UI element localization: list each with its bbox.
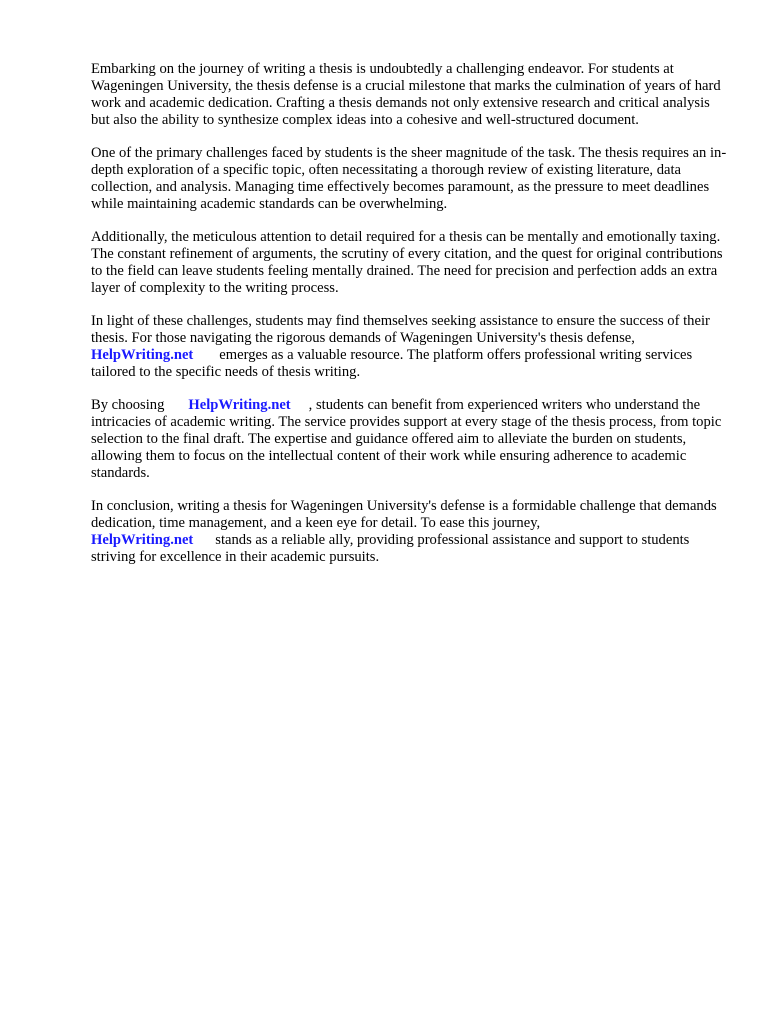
paragraph-conclusion xyxy=(91,498,731,566)
helpwriting-link[interactable]: HelpWriting.net xyxy=(91,532,194,548)
helpwriting-link[interactable]: HelpWriting.net xyxy=(188,397,291,413)
paragraph-text: By choosing xyxy=(91,397,165,413)
paragraph-seeking-assistance xyxy=(91,313,731,381)
helpwriting-link[interactable]: HelpWriting.net xyxy=(91,347,194,363)
paragraph-text: stands as a reliable ally, providing professional assistance and support to students striving for excellence in their academic pursuits. xyxy=(91,532,690,565)
paragraph-text: , students can benefit from experienced writers who understand the intricacies of academic writing. The service provides support at every stage of the thesis process, from topic selection to the final draft. The expertise and guidance offered aim to alleviate the burden on students, allowing them to focus on the intellectual content of their work while ensuring adherence to academic standards. xyxy=(91,397,722,481)
document-body xyxy=(91,61,731,582)
paragraph-intro: Embarking on the journey of writing a thesis is undoubtedly a challenging endeavor. For students at Wageningen University, the thesis defense is a crucial milestone that marks the culmination of years of hard work and academic dedication. Crafting a thesis demands not only extensive research and critical analysis but also the ability to synthesize complex ideas into a cohesive and well-structured document. xyxy=(91,61,721,128)
paragraph-challenges: One of the primary challenges faced by students is the sheer magnitude of the task. The thesis requires an in-depth exploration of a specific topic, often necessitating a thorough review of existing literature, data collection, and analysis. Managing time effectively becomes paramount, as the pressure to meet deadlines while maintaining academic standards can be overwhelming. xyxy=(91,145,727,212)
paragraph-text: In light of these challenges, students may find themselves seeking assistance to ensure the success of their thesis. For those navigating the rigorous demands of Wageningen University's thesis defense, xyxy=(91,313,710,346)
paragraph-by-choosing xyxy=(91,397,731,482)
paragraph-attention-to-detail: Additionally, the meticulous attention to detail required for a thesis can be mentally and emotionally taxing. The constant refinement of arguments, the scrutiny of every citation, and the quest for original contributions to the field can leave students feeling mentally drained. The need for precision and perfection adds an extra layer of complexity to the writing process. xyxy=(91,229,723,296)
paragraph-text: emerges as a valuable resource. The platform offers professional writing services tailored to the specific needs of thesis writing. xyxy=(91,347,693,380)
paragraph-text: In conclusion, writing a thesis for Wageningen University's defense is a formidable challenge that demands dedication, time management, and a keen eye for detail. To ease this journey, xyxy=(91,498,717,531)
